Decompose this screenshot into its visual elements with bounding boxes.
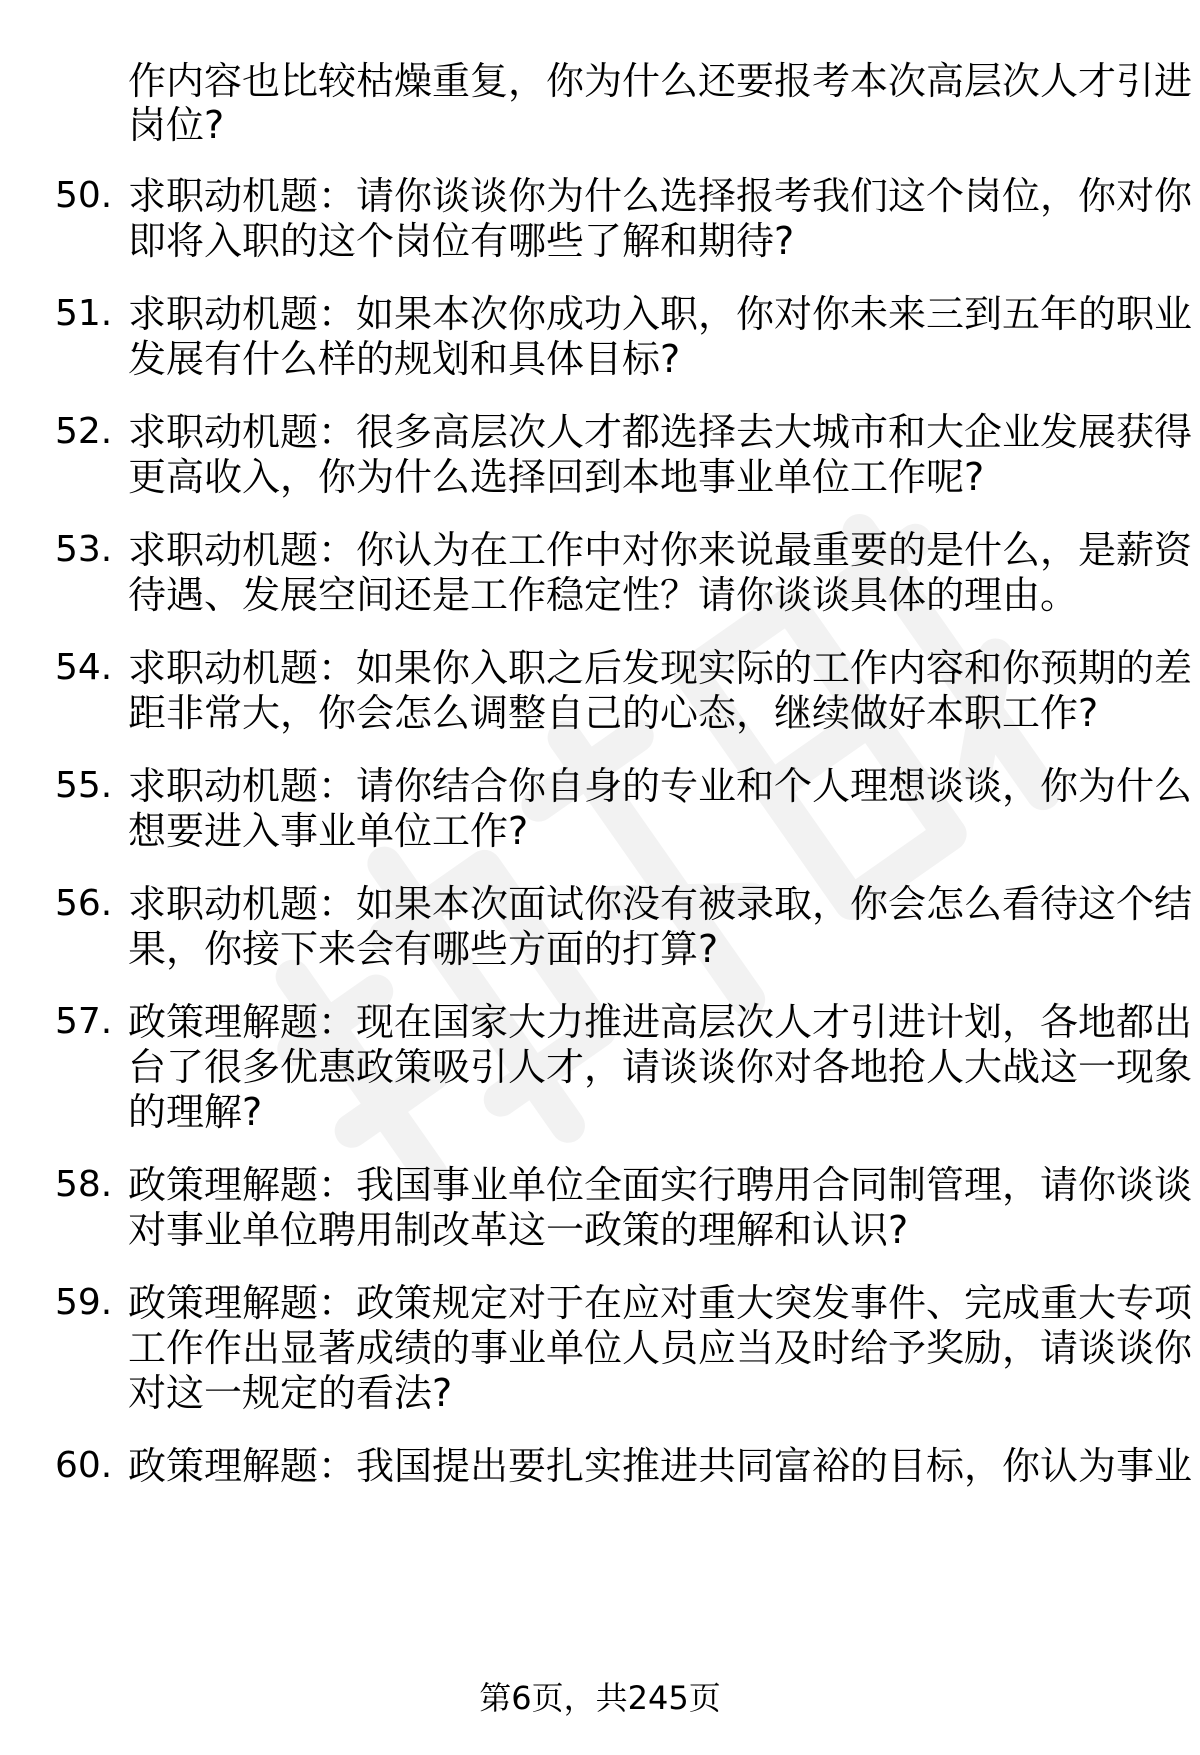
page-footer: 第6页，共245页 (479, 1679, 721, 1717)
question-line: 政策理解题：现在国家大力推进高层次人才引进计划，各地都出 (128, 1000, 1193, 1044)
question-line: 求职动机题：请你谈谈你为什么选择报考我们这个岗位，你对你 (128, 174, 1193, 218)
question-line: 工作作出显著成绩的事业单位人员应当及时给予奖励，请谈谈你 (128, 1326, 1193, 1370)
question-line: 即将入职的这个岗位有哪些了解和期待? (128, 219, 795, 263)
question-line: 求职动机题：请你结合你自身的专业和个人理想谈谈，你为什么 (128, 764, 1193, 808)
question-line: 政策理解题：我国提出要扎实推进共同富裕的目标，你认为事业 (128, 1444, 1193, 1488)
continuation-line-2: 岗位? (128, 103, 225, 147)
question-number: 50. (55, 175, 113, 216)
question-number: 54. (55, 647, 113, 688)
question-number: 59. (55, 1282, 113, 1323)
question-line: 果，你接下来会有哪些方面的打算? (128, 927, 719, 971)
question-line: 对事业单位聘用制改革这一政策的理解和认识? (128, 1208, 909, 1252)
question-line: 求职动机题：如果本次面试你没有被录取，你会怎么看待这个结 (128, 882, 1193, 926)
question-line: 求职动机题：很多高层次人才都选择去大城市和大企业发展获得 (128, 410, 1193, 454)
question-line: 求职动机题：如果你入职之后发现实际的工作内容和你预期的差 (128, 646, 1193, 690)
question-number: 60. (55, 1445, 113, 1486)
question-line: 发展有什么样的规划和具体目标? (128, 337, 681, 381)
question-line: 政策理解题：政策规定对于在应对重大突发事件、完成重大专项 (128, 1281, 1193, 1325)
question-number: 57. (55, 1001, 113, 1042)
question-line: 待遇、发展空间还是工作稳定性？请你谈谈具体的理由。 (128, 573, 1079, 617)
question-line: 的理解? (128, 1090, 263, 1134)
question-line: 台了很多优惠政策吸引人才，请谈谈你对各地抢人大战这一现象 (128, 1045, 1193, 1089)
question-number: 51. (55, 293, 113, 334)
question-line: 距非常大，你会怎么调整自己的心态，继续做好本职工作? (128, 691, 1099, 735)
question-line: 想要进入事业单位工作? (128, 809, 529, 853)
question-number: 55. (55, 765, 113, 806)
question-number: 52. (55, 411, 113, 452)
question-line: 求职动机题：你认为在工作中对你来说最重要的是什么，是薪资 (128, 528, 1193, 572)
continuation-line-1: 作内容也比较枯燥重复，你为什么还要报考本次高层次人才引进 (128, 59, 1193, 103)
question-number: 53. (55, 529, 113, 570)
question-line: 更高收入，你为什么选择回到本地事业单位工作呢? (128, 455, 985, 499)
question-number: 58. (55, 1164, 113, 1205)
question-number: 56. (55, 883, 113, 924)
question-line: 政策理解题：我国事业单位全面实行聘用合同制管理，请你谈谈 (128, 1163, 1193, 1207)
question-line: 求职动机题：如果本次你成功入职，你对你未来三到五年的职业 (128, 292, 1193, 336)
question-line: 对这一规定的看法? (128, 1371, 453, 1415)
